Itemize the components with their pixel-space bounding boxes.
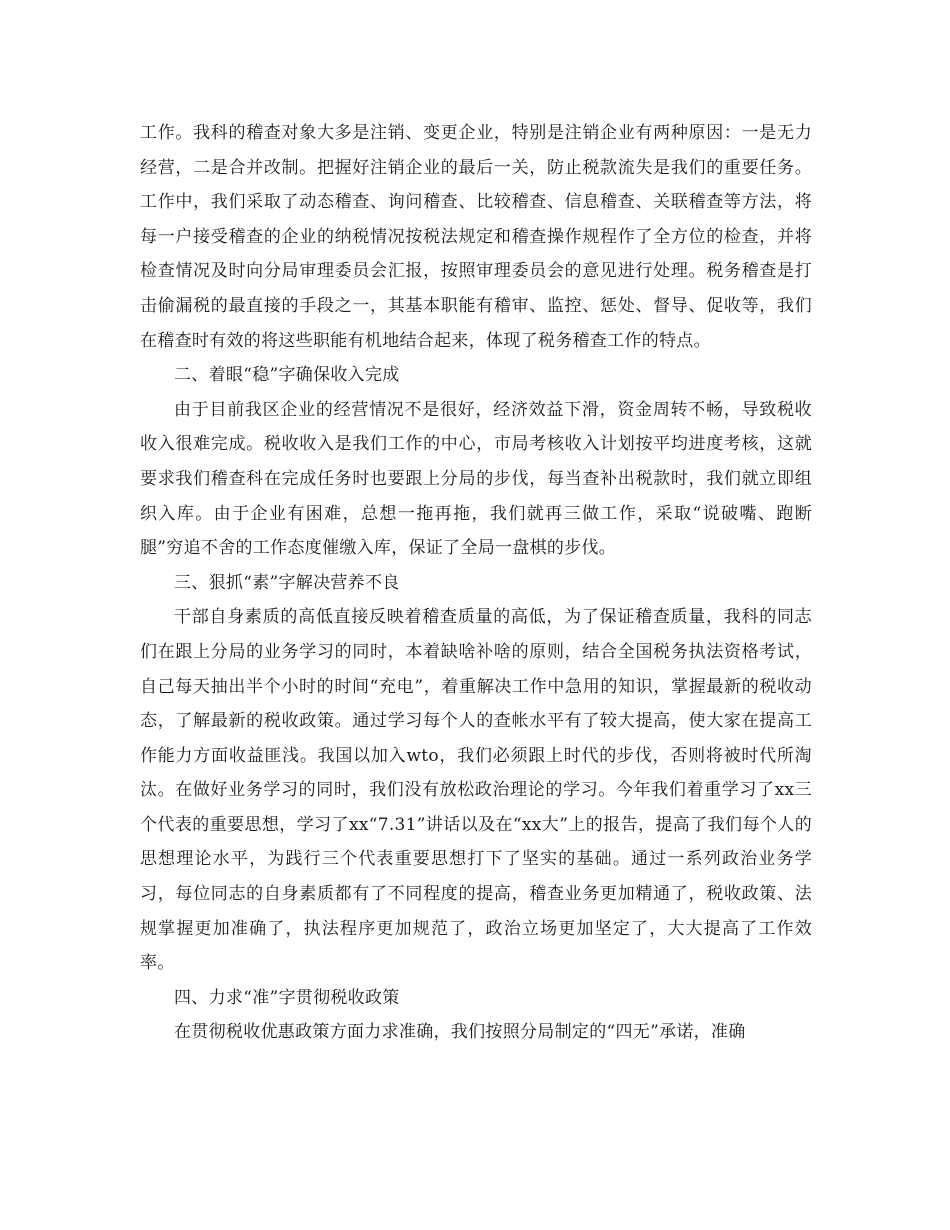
paragraph-tax-policy: 在贯彻税收优惠政策方面力求准确，我们按照分局制定的“四无”承诺，准确 [174, 1022, 746, 1043]
section-heading-accuracy: 四、力求“准”字贯彻税收政策 [174, 987, 400, 1008]
paragraph-staff-study: 干部自身素质的高低直接反映着稽查质量的高低，为了保证稽查质量，我科的同志们在跟上分局的业务学习的同时，本着缺啥补啥的原则，结合全国税务执法资格考试，自己每天抽出半个小时的时间“充电”，着重解决工作中急用的知识，掌握最新的税收动态，了解最新的税收政策。通过学习每个人的查帐水平有了较大提高，使大家在提高工作能力方面收益匪浅。我国以加入wto，我们必须跟上时代的步伐，否则将被时代所淘汰。在做好业务学习的同时，我们没有放松政治理论的学习。今年我们着重学习了xx三个代表的重要思想，学习了xx“7.31”讲话以及在“xx大”上的报告，提高了我们每个人的思想理论水平，为践行三个代表重要思想打下了坚实的基础。通过一系列政治业务学习，每位同志的自身素质都有了不同程度的提高，稽查业务更加精通了，税收政策、法规掌握更加准确了，执法程序更加规范了，政治立场更加坚定了，大大提高了工作效率。 [140, 607, 812, 974]
section-heading-quality: 三、狠抓“素”字解决营养不良 [174, 572, 400, 593]
paragraph-revenue: 由于目前我区企业的经营情况不是很好，经济效益下滑，资金周转不畅，导致税收收入很难完成。税收收入是我们工作的中心，市局考核收入计划按平均进度考核，这就要求我们稽查科在完成任务时也要跟上分局的步伐，每当查补出税款时，我们就立即组织入库。由于企业有困难，总想一拖再拖，我们就再三做工作，采取“说破嘴、跑断腿”穷追不舍的工作态度催缴入库，保证了全局一盘棋的步伐。 [140, 399, 812, 559]
section-heading-stability: 二、着眼“稳”字确保收入完成 [174, 365, 400, 386]
document-body [140, 116, 812, 1050]
paragraph-inspection-methods: 工作。我科的稽查对象大多是注销、变更企业，特别是注销企业有两种原因：一是无力经营，二是合并改制。把握好注销企业的最后一关，防止税款流失是我们的重要任务。工作中，我们采取了动态稽查、询问稽查、比较稽查、信息稽查、关联稽查等方法，将每一户接受稽查的企业的纳税情况按税法规定和稽查操作规程作了全方位的检查，并将检查情况及时向分局审理委员会汇报，按照审理委员会的意见进行处理。税务稽查是打击偷漏税的最直接的手段之一，其基本职能有稽审、监控、惩处、督导、促收等，我们在稽查时有效的将这些职能有机地结合起来，体现了税务稽查工作的特点。 [140, 123, 812, 351]
